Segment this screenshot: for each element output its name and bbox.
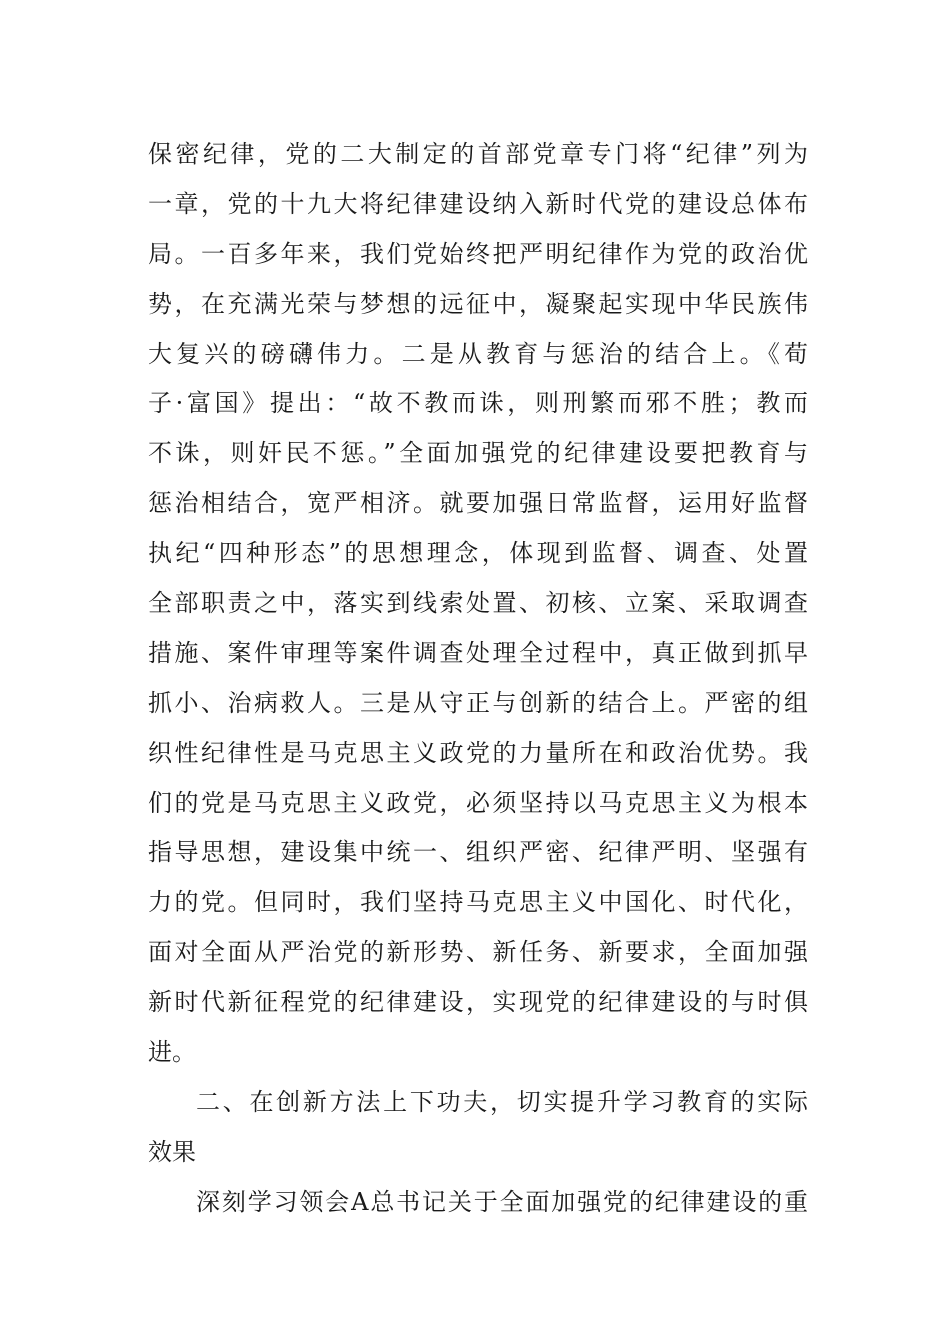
text-line: 惩治相结合，宽严相济。就要加强日常监督，运用好监督 xyxy=(148,489,808,518)
paragraph-study-learning xyxy=(148,1178,808,1228)
text-line: 不诛，则奸民不惩。”全面加强党的纪律建设要把教育与 xyxy=(148,439,808,468)
text-line: 们的党是马克思主义政党，必须坚持以马克思主义为根本 xyxy=(148,788,808,817)
paragraph-discipline-history xyxy=(148,130,808,1078)
text-line: 面对全面从严治党的新形势、新任务、新要求，全面加强 xyxy=(148,938,808,967)
text-line: 指导思想，建设集中统一、组织严密、纪律严明、坚强有 xyxy=(148,838,808,867)
text-line: 进。 xyxy=(148,1038,196,1067)
text-line: 抓小、治病救人。三是从守正与创新的结合上。严密的组 xyxy=(148,688,808,717)
text-line: 全部职责之中，落实到线索处置、初核、立案、采取调查 xyxy=(148,589,808,618)
text-line: 保密纪律，党的二大制定的首部党章专门将“纪律”列为 xyxy=(148,140,808,168)
text-line: 新时代新征程党的纪律建设，实现党的纪律建设的与时俱 xyxy=(148,988,808,1017)
text-line: 深刻学习领会A总书记关于全面加强党的纪律建设的重 xyxy=(196,1187,808,1216)
section-heading-2 xyxy=(148,1078,808,1178)
text-line: 大复兴的磅礴伟力。二是从教育与惩治的结合上。《荀 xyxy=(148,339,808,368)
text-line: 执纪“四种形态”的思想理念，体现到监督、调查、处置 xyxy=(148,539,808,568)
text-line: 子·富国》提出：“故不教而诛，则刑繁而邪不胜；教而 xyxy=(148,389,808,418)
text-line: 织性纪律性是马克思主义政党的力量所在和政治优势。我 xyxy=(148,738,808,767)
text-line: 力的党。但同时，我们坚持马克思主义中国化、时代化， xyxy=(148,888,808,917)
text-line: 局。一百多年来，我们党始终把严明纪律作为党的政治优 xyxy=(148,239,808,268)
text-line: 措施、案件审理等案件调查处理全过程中，真正做到抓早 xyxy=(148,638,808,667)
heading-line: 二、在创新方法上下功夫，切实提升学习教育的实际 xyxy=(196,1087,808,1116)
heading-line: 效果 xyxy=(148,1137,196,1166)
body-text xyxy=(148,130,808,1228)
text-line: 势，在充满光荣与梦想的远征中，凝聚起实现中华民族伟 xyxy=(148,289,808,318)
text-line: 一章，党的十九大将纪律建设纳入新时代党的建设总体布 xyxy=(148,189,808,218)
